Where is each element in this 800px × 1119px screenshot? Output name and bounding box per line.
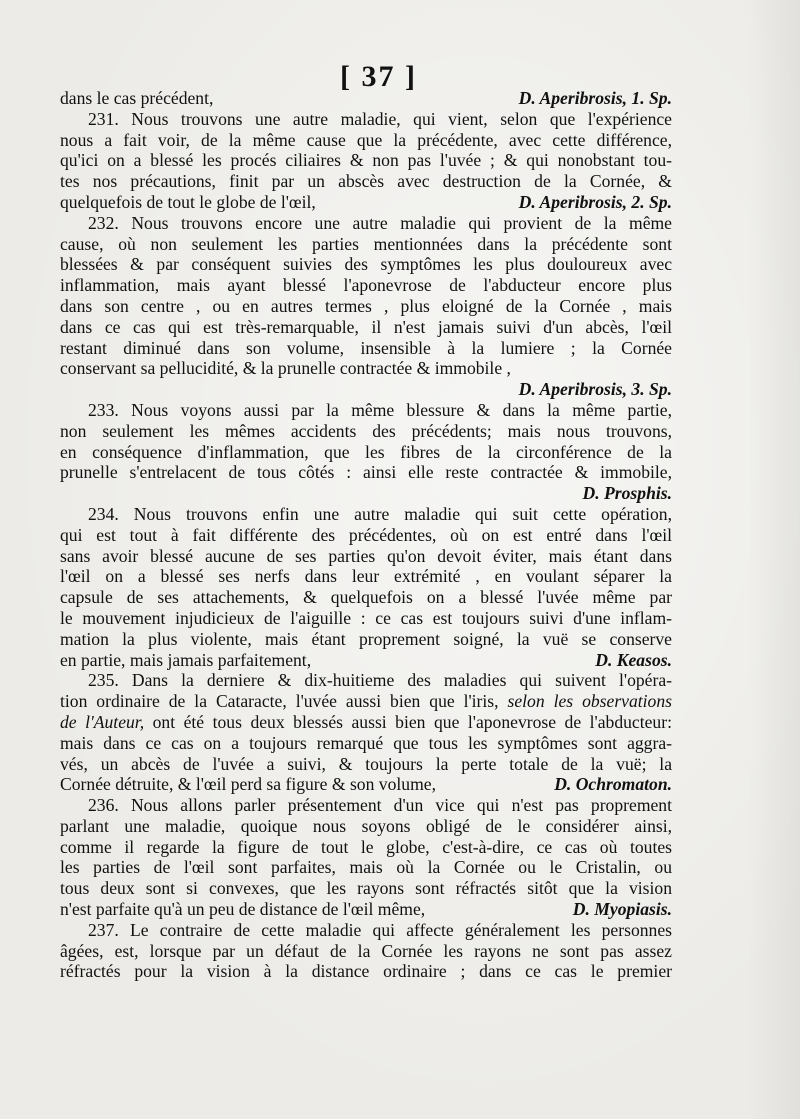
line-text: tion ordinaire de la Cataracte, l'uvée aussi bien que l'iris, [60,691,499,712]
page-body-text [60,88,672,982]
text-line: réfractés pour la vision à la distance ordinaire ; dans ce cas le premier [60,961,672,982]
text-line: tes nos précautions, finit par un abscès avec destruction de la Cornée, & [60,171,672,192]
page-number: [ 37 ] [340,60,417,93]
line-text: Cornée détruite, & l'œil perd sa figure & son volume, [60,774,436,795]
disease-reference: D. Aperibrosis, 1. Sp. [518,88,672,108]
disease-reference: D. Aperibrosis, 2. Sp. [518,191,672,212]
text-line [60,899,672,920]
text-line: cause, où non seulement les parties mentionnées dans la précédente sont [60,233,672,254]
disease-reference: D. Ochromaton. [554,774,672,795]
line-text: quelquefois de tout le globe de l'œil, [60,191,316,212]
text-line: vés, un abcès de l'uvée a suivi, & toujours la perte totale de la vuë; la [60,753,672,774]
italic-text: de l'Auteur, [60,711,145,732]
text-line [60,691,672,712]
text-line [60,483,672,504]
text-line: blessées & par conséquent suivies des symptômes les plus douloureux avec [60,254,672,275]
line-text: en partie, mais jamais parfaitement, [60,649,312,670]
text-line: non seulement les mêmes accidents des précédents; mais nous trouvons, [60,420,672,441]
disease-reference: D. Aperibrosis, 3. Sp. [518,379,672,400]
text-line: qu'ici on a blessé les procés ciliaires & non pas l'uvée ; & qui nonobstant tou- [60,150,672,171]
text-line: dans son centre , ou en autres termes , plus eloigné de la Cornée , mais [60,295,672,316]
page-edge-shadow [748,0,800,1119]
text-line: âgées, est, lorsque par un défaut de la Cornée les rayons ne sont pas assez [60,940,672,961]
text-line [60,650,672,671]
text-line: restant diminué dans son volume, insensible à la lumiere ; la Cornée [60,337,672,358]
line-text: ont été tous deux blessés aussi bien que l'aponevrose de l'abducteur: [152,711,672,732]
text-line: en conséquence d'inflammation, que les fibres de la circonférence de la [60,441,672,462]
text-line: sans avoir blessé aucune de ses parties qu'on devoit éviter, mais étant dans [60,545,672,566]
text-line: l'œil on a blessé ses nerfs dans leur extrémité , en voulant séparer la [60,566,672,587]
text-line: qui est tout à fait différente des précédentes, où on est entré dans l'œil [60,524,672,545]
text-line: tous deux sont si convexes, que les rayons sont réfractés sitôt que la vision [60,878,672,899]
text-line: 235. Dans la derniere & dix-huitieme des maladies qui suivent l'opéra- [88,670,672,691]
text-line: 232. Nous trouvons encore une autre maladie qui provient de la même [88,212,672,233]
text-line [60,192,672,213]
text-line: parlant une maladie, quoique nous soyons obligé de le considérer ainsi, [60,815,672,836]
text-line: le mouvement injudicieux de l'aiguille : ce cas est toujours suivi d'une inflam- [60,607,672,628]
italic-text: selon les observations [507,691,672,712]
text-line: 236. Nous allons parler présentement d'un vice qui n'est pas proprement [88,795,672,816]
text-line: comme il regarde la figure de tout le globe, c'est-à-dire, ce cas où toutes [60,836,672,857]
text-line: capsule de ses attachements, & quelquefois on a blessé l'uvée même par [60,587,672,608]
text-line [60,774,672,795]
text-line: nous a fait voir, de la même cause que la précédente, avec cette différence, [60,129,672,150]
text-line: dans ce cas qui est très-remarquable, il n'est jamais suivi d'un abcès, l'œil [60,316,672,337]
text-line: prunelle s'entrelacent de tous côtés : ainsi elle reste contractée & immobile, [60,462,672,483]
text-line [60,712,672,733]
disease-reference: D. Prosphis. [582,483,672,504]
disease-reference: D. Keasos. [595,649,672,670]
text-line: les parties de l'œil sont parfaites, mais où la Cornée ou le Cristalin, ou [60,857,672,878]
text-line: conservant sa pellucidité, & la prunelle contractée & immobile , [60,358,511,379]
text-line: mation la plus violente, mais étant proprement soigné, la vuë se conserve [60,628,672,649]
text-line [60,88,672,109]
text-line: 233. Nous voyons aussi par la même blessure & dans la même partie, [88,399,672,420]
disease-reference: D. Myopiasis. [572,899,672,920]
text-line: mais dans ce cas on a toujours remarqué que tous les symptômes sont aggra- [60,732,672,753]
line-text: n'est parfaite qu'à un peu de distance de l'œil même, [60,899,426,920]
text-line: 231. Nous trouvons une autre maladie, qui vient, selon que l'expérience [88,108,672,129]
text-line: inflammation, mais ayant blessé l'aponevrose de l'abducteur encore plus [60,275,672,296]
text-line [60,379,672,400]
text-line: 237. Le contraire de cette maladie qui affecte généralement les personnes [88,919,672,940]
line-text: dans le cas précédent, [60,88,214,108]
text-line: 234. Nous trouvons enfin une autre maladie qui suit cette opération, [88,503,672,524]
